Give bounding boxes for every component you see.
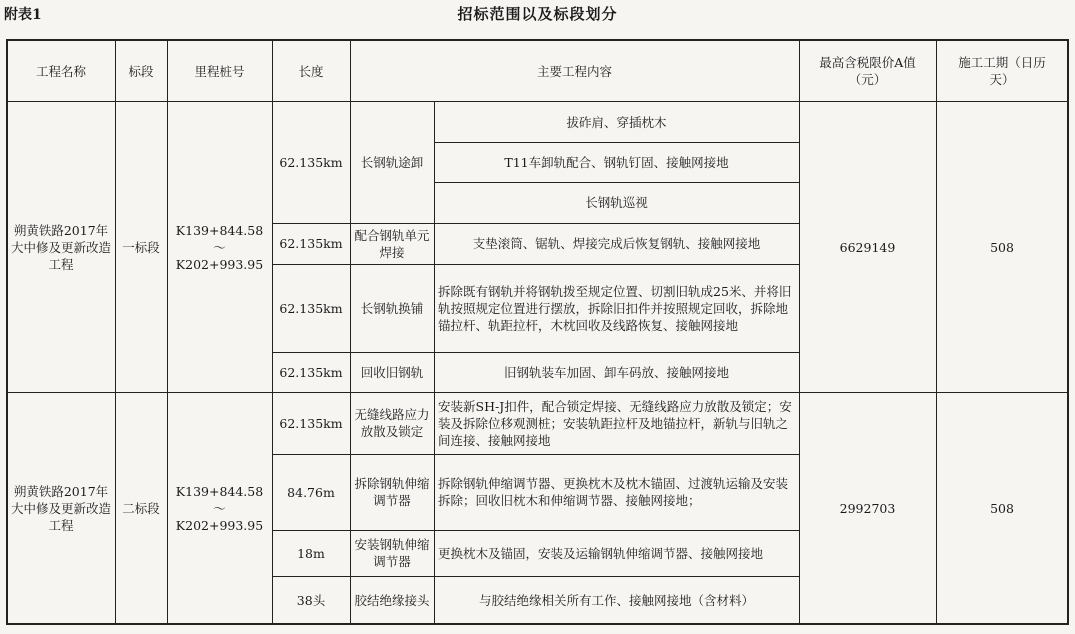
s1-period: 508 <box>990 239 1014 255</box>
hline-s1-d2 <box>434 182 799 183</box>
s2-length-3: 18m <box>297 545 325 561</box>
hline-section-divide <box>7 392 1068 393</box>
vline-mileage <box>167 40 168 624</box>
hline-s1-d1 <box>434 142 799 143</box>
appendix-label: 附表1 <box>4 7 42 23</box>
s2-detail-1: 安装新SH-J扣件，配合锁定焊接、无缝线路应力放散及锁定；安装及拆除位移观测桩；安装轨距拉杆及地锚拉杆，新轨与旧轨之间连接、接触网接地 <box>438 398 792 448</box>
s2-mileage: K139+844.58～K202+993.95 <box>175 483 264 533</box>
hline-s2-r3 <box>272 576 799 577</box>
s1-project-name: 朔黄铁路2017年大中修及更新改造工程 <box>11 222 112 272</box>
hline-s2-r2 <box>272 530 799 531</box>
border-right <box>1067 39 1069 625</box>
s1-work-3: 长钢轨换铺 <box>360 300 424 316</box>
header-content: 主要工程内容 <box>536 63 612 79</box>
header-length: 长度 <box>298 63 324 79</box>
header-period: 施工工期（日历天） <box>958 55 1046 87</box>
s2-project-name: 朔黄铁路2017年大中修及更新改造工程 <box>11 483 112 533</box>
s2-price: 2992703 <box>839 500 896 516</box>
vline-section <box>115 40 116 624</box>
s1-detail-1c: 长钢轨巡视 <box>585 195 648 210</box>
vline-period <box>936 40 937 624</box>
s1-price: 6629149 <box>839 239 896 255</box>
header-mileage: 里程桩号 <box>194 63 245 79</box>
s1-detail-1b: T11车卸轨配合、钢轨钉固、接触网接地 <box>504 154 729 170</box>
s1-detail-4: 旧钢轨装车加固、卸车码放、接触网接地 <box>503 364 729 380</box>
hline-s1-r2 <box>272 264 799 265</box>
border-top <box>6 39 1069 41</box>
s2-detail-3: 更换枕木及锚固，安装及运输钢轨伸缩调节器、接触网接地 <box>438 545 764 561</box>
s1-detail-2: 支垫滚筒、锯轨、焊接完成后恢复钢轨、接触网接地 <box>472 236 761 251</box>
header-max-price: 最高含税限价A值（元） <box>819 55 916 87</box>
s1-detail-1a: 拔砟肩、穿插枕木 <box>566 114 667 130</box>
s2-detail-4: 与胶结绝缘相关所有工作、接触网接地（含材料） <box>478 592 754 608</box>
s1-work-1: 长钢轨途卸 <box>360 155 424 170</box>
s1-mileage: K139+844.58～K202+993.95 <box>175 222 264 272</box>
hline-header <box>7 101 1068 102</box>
vline-content <box>350 40 351 624</box>
s1-work-4: 回收旧钢轨 <box>360 364 424 380</box>
hline-s1-r1 <box>272 223 799 224</box>
header-project: 工程名称 <box>35 63 86 79</box>
s2-length-1: 62.135km <box>279 415 343 431</box>
s2-work-1: 无缝线路应力放散及锁定 <box>354 407 430 439</box>
s2-work-3: 安装钢轨伸缩调节器 <box>354 537 430 569</box>
vline-price <box>799 40 800 624</box>
border-left <box>6 39 8 625</box>
vline-length <box>272 40 273 624</box>
s1-work-2: 配合钢轨单元焊接 <box>354 227 430 260</box>
header-section: 标段 <box>128 63 154 79</box>
hline-s1-r3 <box>272 352 799 353</box>
s2-section: 二标段 <box>122 500 160 516</box>
s2-work-2: 拆除钢轨伸缩调节器 <box>354 476 430 508</box>
s2-length-4: 38头 <box>296 592 326 608</box>
s1-length-3: 62.135km <box>279 300 343 316</box>
border-bottom <box>6 623 1069 625</box>
table-title: 招标范围以及标段划分 <box>457 5 618 23</box>
vline-work-detail <box>434 102 435 624</box>
s1-length-1: 62.135km <box>279 155 343 170</box>
s1-length-4: 62.135km <box>279 364 343 380</box>
s1-length-2: 62.135km <box>279 236 343 251</box>
s2-period: 508 <box>990 500 1014 516</box>
s2-work-4: 胶结绝缘接头 <box>354 592 430 608</box>
s1-section: 一标段 <box>122 239 160 255</box>
s1-detail-3: 拆除既有钢轨并将钢轨拨至规定位置、切割旧轨成25米、并将旧轨按照规定位置进行摆放，拆除旧扣件并按照规定回收，拆除地锚拉杆、轨距拉杆，木枕回收及线路恢复、接触网接地 <box>438 283 792 333</box>
hline-s2-r1 <box>272 454 799 455</box>
s2-length-2: 84.76m <box>287 484 335 500</box>
s2-detail-2: 拆除钢轨伸缩调节器、更换枕木及枕木锚固、过渡轨运输及安装拆除；回收旧枕木和伸缩调节器、接触网接地； <box>438 476 789 508</box>
